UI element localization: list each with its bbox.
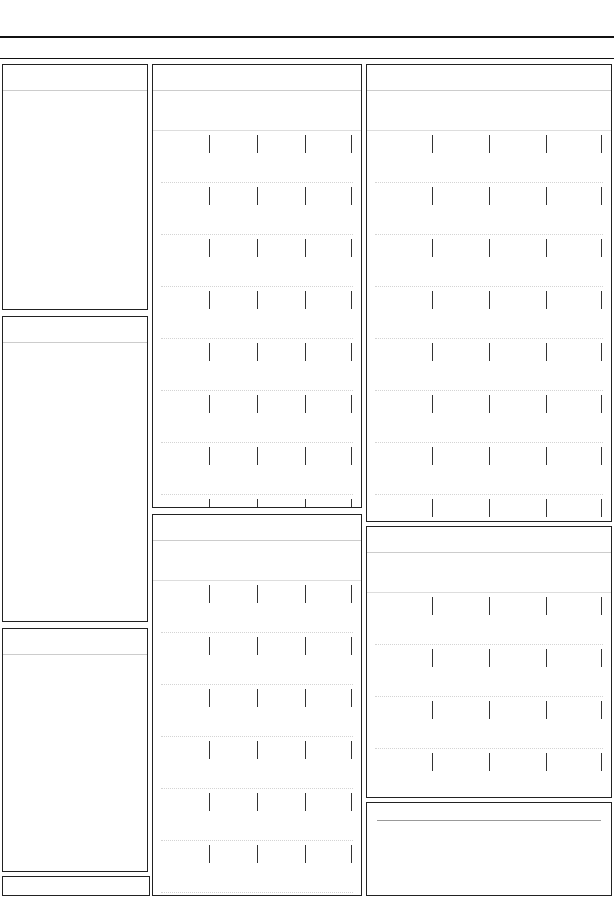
barline: [209, 793, 210, 811]
barline: [601, 135, 602, 153]
lyric-line: [13, 703, 137, 718]
lyric-line: [13, 718, 137, 733]
barline: [351, 135, 352, 153]
lyric-line: [13, 184, 137, 199]
staff-row: [161, 495, 353, 508]
staff-row: [161, 391, 353, 443]
lyric-title: [3, 65, 147, 91]
barline: [489, 291, 490, 309]
barline: [257, 741, 258, 759]
score-body: [153, 581, 361, 896]
lyric-line: [13, 748, 137, 763]
staff-row: [161, 581, 353, 633]
lyric-line: [13, 611, 137, 622]
barline: [546, 135, 547, 153]
lyric-line: [13, 496, 137, 511]
underlay-lyric: [375, 467, 603, 478]
lyric-line: [13, 536, 137, 551]
underlay-lyric: [161, 259, 353, 270]
barline: [489, 597, 490, 615]
lyric-line: [13, 818, 137, 833]
barline: [209, 741, 210, 759]
barline: [305, 741, 306, 759]
underlay-lyric: [161, 207, 353, 218]
lyric-line: [13, 124, 137, 139]
underlay-lyric: [375, 733, 603, 744]
barline: [257, 637, 258, 655]
barline: [489, 649, 490, 667]
underlay-lyric: [161, 311, 353, 322]
stanza-gap: [13, 229, 137, 239]
score-title: [367, 527, 611, 553]
lyric-line: [13, 406, 137, 421]
barline: [432, 187, 433, 205]
lyric-line: [13, 376, 137, 391]
lyric-panel-3: [2, 628, 148, 872]
lyric-line: [13, 481, 137, 496]
barline: [305, 689, 306, 707]
lyric-body: [3, 105, 147, 310]
staff-row: [161, 737, 353, 789]
barline: [257, 291, 258, 309]
staff-row: [375, 749, 603, 798]
lyric-line: [13, 109, 137, 124]
barline: [351, 637, 352, 655]
barline: [257, 793, 258, 811]
score-header: [153, 91, 361, 131]
notice-body: [367, 821, 611, 896]
barline: [209, 343, 210, 361]
underlay-lyric: [161, 323, 353, 334]
barline: [209, 135, 210, 153]
barline: [257, 689, 258, 707]
barline: [351, 291, 352, 309]
notice-line: [379, 885, 599, 896]
staff-row: [375, 235, 603, 287]
barline: [305, 845, 306, 863]
barline: [351, 395, 352, 413]
barline: [305, 135, 306, 153]
barline: [257, 395, 258, 413]
lyric-line: [13, 688, 137, 703]
underlay-lyric: [161, 605, 353, 616]
barline: [305, 239, 306, 257]
masthead-rule: [0, 36, 614, 38]
barline: [546, 395, 547, 413]
lyric-line: [13, 863, 137, 872]
barline: [432, 701, 433, 719]
barline: [351, 447, 352, 465]
barline: [351, 689, 352, 707]
staff-row: [161, 287, 353, 339]
score-panel-2: [152, 514, 362, 896]
lyric-line: [13, 673, 137, 688]
lyric-title: [3, 629, 147, 655]
barline: [546, 649, 547, 667]
barline: [257, 187, 258, 205]
barline: [546, 701, 547, 719]
lyric-author: [3, 91, 147, 105]
barline: [257, 447, 258, 465]
notice-box: [366, 802, 612, 896]
lyric-line: [13, 421, 137, 436]
score-body: [367, 593, 611, 798]
barline: [546, 447, 547, 465]
barline: [546, 343, 547, 361]
underlay-lyric: [375, 259, 603, 270]
barline: [489, 187, 490, 205]
staff-row: [375, 183, 603, 235]
lyric-line: [13, 848, 137, 863]
lyric-line: [13, 778, 137, 793]
notice-line: [379, 837, 599, 849]
barline: [546, 187, 547, 205]
staff-row: [375, 287, 603, 339]
staff-row: [161, 339, 353, 391]
underlay-lyric: [375, 479, 603, 490]
barline: [432, 753, 433, 771]
lyric-line: [13, 139, 137, 154]
barline: [305, 343, 306, 361]
underlay-lyric: [375, 519, 603, 522]
underlay-lyric: [161, 427, 353, 438]
barline: [601, 649, 602, 667]
staff-row: [161, 893, 353, 896]
barline: [601, 701, 602, 719]
lyric-line: [13, 169, 137, 184]
score-panel-3: [366, 64, 612, 522]
lyric-panel-2: [2, 316, 148, 622]
underlay-lyric: [375, 207, 603, 218]
barline: [351, 741, 352, 759]
barline: [432, 239, 433, 257]
barline: [351, 845, 352, 863]
underlay-lyric: [375, 155, 603, 166]
lyric-line: [13, 803, 137, 818]
lyric-line: [13, 391, 137, 406]
barline: [209, 239, 210, 257]
barline: [432, 135, 433, 153]
barline: [489, 701, 490, 719]
barline: [305, 291, 306, 309]
staff-row: [375, 339, 603, 391]
barline: [305, 499, 306, 508]
barline: [601, 753, 602, 771]
underlay-lyric: [161, 617, 353, 628]
staff-row: [375, 391, 603, 443]
score-body: [153, 131, 361, 508]
lyric-line: [13, 566, 137, 581]
staff-row: [375, 697, 603, 749]
score-title: [153, 515, 361, 541]
barline: [601, 597, 602, 615]
lyric-title: [3, 317, 147, 343]
notice-title: [377, 803, 601, 821]
staff-row: [375, 593, 603, 645]
staff-row: [161, 235, 353, 287]
notice-line: [379, 849, 599, 861]
lyric-line: [13, 466, 137, 481]
lyric-body: [3, 357, 147, 622]
underlay-lyric: [375, 427, 603, 438]
lyric-line: [13, 269, 137, 284]
stanza-gap: [13, 793, 137, 803]
barline: [489, 343, 490, 361]
barline: [305, 187, 306, 205]
staff-row: [161, 789, 353, 841]
underlay-lyric: [375, 323, 603, 334]
barline: [257, 239, 258, 257]
underlay-lyric: [375, 681, 603, 692]
staff-row: [375, 645, 603, 697]
barline: [489, 135, 490, 153]
barline: [432, 395, 433, 413]
barline: [432, 447, 433, 465]
score-title: [367, 65, 611, 91]
barline: [209, 637, 210, 655]
staff-row: [161, 841, 353, 893]
notice-line: [379, 861, 599, 873]
barline: [257, 135, 258, 153]
underlay-lyric: [161, 479, 353, 490]
barline: [546, 239, 547, 257]
barline: [209, 187, 210, 205]
underlay-lyric: [375, 617, 603, 628]
underlay-lyric: [161, 375, 353, 386]
staff-row: [161, 633, 353, 685]
barline: [489, 239, 490, 257]
barline: [351, 187, 352, 205]
barline: [209, 499, 210, 508]
barline: [432, 291, 433, 309]
underlay-lyric: [161, 167, 353, 178]
underlay-lyric: [375, 629, 603, 640]
barline: [209, 395, 210, 413]
underlay-lyric: [375, 271, 603, 282]
notice-line: [379, 873, 599, 885]
lyric-line: [13, 511, 137, 526]
barline: [601, 343, 602, 361]
masthead: [0, 0, 614, 62]
barline: [546, 597, 547, 615]
underlay-lyric: [161, 415, 353, 426]
staff-row: [375, 131, 603, 183]
barline: [546, 291, 547, 309]
barline: [209, 689, 210, 707]
lyric-line: [13, 451, 137, 466]
underlay-lyric: [161, 761, 353, 772]
lyric-body: [3, 669, 147, 872]
barline: [257, 845, 258, 863]
score-body: [367, 131, 611, 522]
score-header: [367, 91, 611, 131]
newspaper-logo: [238, 2, 358, 36]
footer-contact: [2, 876, 150, 896]
lyric-line: [13, 154, 137, 169]
lyric-line: [13, 214, 137, 229]
masthead-rule-thin: [0, 58, 614, 59]
lyric-line: [13, 299, 137, 310]
staff-row: [161, 685, 353, 737]
barline: [546, 753, 547, 771]
barline: [351, 343, 352, 361]
lyric-line: [13, 436, 137, 451]
lyric-line: [13, 361, 137, 376]
barline: [432, 343, 433, 361]
barline: [351, 585, 352, 603]
underlay-lyric: [161, 467, 353, 478]
lyric-line: [13, 596, 137, 611]
lyric-line: [13, 833, 137, 848]
underlay-lyric: [375, 669, 603, 680]
barline: [209, 447, 210, 465]
barline: [601, 239, 602, 257]
underlay-lyric: [161, 813, 353, 824]
score-panel-1: [152, 64, 362, 508]
underlay-lyric: [161, 669, 353, 680]
lyric-line: [13, 199, 137, 214]
score-header: [367, 553, 611, 593]
barline: [305, 585, 306, 603]
barline: [305, 793, 306, 811]
lyric-line: [13, 284, 137, 299]
underlay-lyric: [161, 219, 353, 230]
barline: [351, 239, 352, 257]
underlay-lyric: [375, 219, 603, 230]
barline: [601, 447, 602, 465]
barline: [257, 343, 258, 361]
barline: [209, 291, 210, 309]
underlay-lyric: [161, 657, 353, 668]
barline: [489, 395, 490, 413]
barline: [432, 649, 433, 667]
barline: [432, 597, 433, 615]
barline: [601, 395, 602, 413]
notice-line: [379, 825, 599, 837]
barline: [305, 395, 306, 413]
lyric-line: [13, 254, 137, 269]
barline: [351, 499, 352, 508]
underlay-lyric: [375, 363, 603, 374]
lyric-line: [13, 551, 137, 566]
underlay-lyric: [375, 785, 603, 796]
barline: [489, 753, 490, 771]
underlay-lyric: [375, 721, 603, 732]
barline: [257, 585, 258, 603]
lyric-line: [13, 733, 137, 748]
underlay-lyric: [375, 773, 603, 784]
staff-row: [161, 183, 353, 235]
underlay-lyric: [375, 311, 603, 322]
barline: [209, 845, 210, 863]
underlay-lyric: [161, 825, 353, 836]
barline: [351, 793, 352, 811]
barline: [305, 447, 306, 465]
staff-row: [375, 443, 603, 495]
underlay-lyric: [375, 167, 603, 178]
lyric-author: [3, 343, 147, 357]
lyric-panel-1: [2, 64, 148, 310]
underlay-lyric: [161, 721, 353, 732]
underlay-lyric: [161, 271, 353, 282]
barline: [601, 187, 602, 205]
underlay-lyric: [375, 415, 603, 426]
underlay-lyric: [161, 709, 353, 720]
score-panel-4: [366, 526, 612, 798]
stanza-gap: [13, 526, 137, 536]
lyric-line: [13, 763, 137, 778]
barline: [257, 499, 258, 508]
barline: [601, 291, 602, 309]
underlay-lyric: [161, 155, 353, 166]
barline: [209, 585, 210, 603]
underlay-lyric: [161, 363, 353, 374]
underlay-lyric: [375, 375, 603, 386]
lyric-line: [13, 581, 137, 596]
lyric-line: [13, 239, 137, 254]
underlay-lyric: [161, 865, 353, 876]
lyric-author: [3, 655, 147, 669]
barline: [489, 447, 490, 465]
score-header: [153, 541, 361, 581]
underlay-lyric: [161, 877, 353, 888]
score-contact: [367, 507, 611, 519]
staff-row: [161, 443, 353, 495]
underlay-lyric: [161, 773, 353, 784]
staff-row: [161, 131, 353, 183]
barline: [305, 637, 306, 655]
score-title: [153, 65, 361, 91]
